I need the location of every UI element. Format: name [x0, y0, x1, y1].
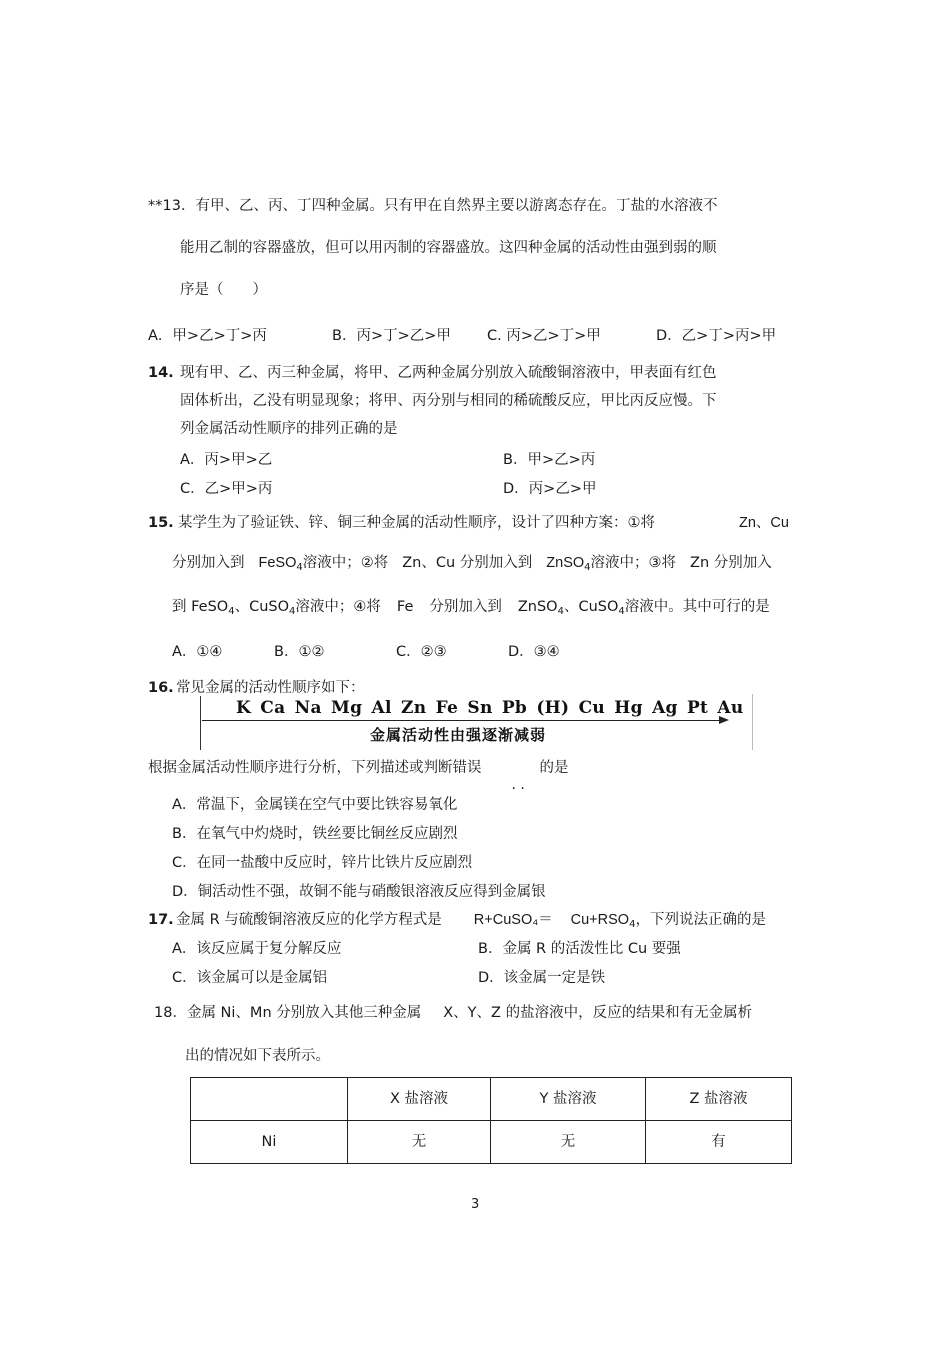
q15-text: Zn 分别加入: [690, 555, 772, 571]
q15-line-1: [178, 516, 655, 531]
q15-text: 溶液中；③将: [590, 555, 677, 571]
q16-stem-end: 的是: [539, 760, 569, 776]
q15-text: Fe: [396, 599, 414, 615]
q15-formula: FeSO: [258, 555, 297, 571]
q17-option-d: D．该金属一定是铁: [478, 970, 606, 986]
q18-line-1-a: 18．金属 Ni、Mn 分别放入其他三种金属: [154, 1005, 422, 1021]
q15-number: 15.: [148, 515, 174, 531]
q14-option-c: C．乙>甲>丙: [180, 481, 273, 497]
q15-subscript: 4: [228, 606, 235, 617]
q16-option-b: B．在氧气中灼烧时，铁丝要比铜丝反应剧烈: [172, 826, 458, 842]
result-table: [190, 1077, 792, 1164]
q14-line-1: 现有甲、乙、丙三种金属，将甲、乙两种金属分别放入硫酸铜溶液中，甲表面有红色: [180, 365, 717, 381]
q15-text: 溶液中；②将: [302, 555, 389, 571]
q13-option-d: D．乙>丁>丙>甲: [656, 328, 777, 344]
q17-stem: [176, 913, 766, 928]
table-cell: Ni: [191, 1121, 348, 1164]
q17-subscript: 4: [629, 919, 636, 930]
page-number: 3: [471, 1197, 480, 1212]
series-left-border: [200, 696, 201, 750]
q18-line-1-b: X、Y、Z 的盐溶液中，反应的结果和有无金属析: [443, 1005, 753, 1021]
q15-subscript: 4: [296, 562, 303, 573]
table-cell: 有: [646, 1121, 792, 1164]
q15-line-1-text: 某学生为了验证铁、锌、铜三种金属的活动性顺序，设计了四种方案：①将: [178, 515, 655, 531]
q16-option-a: A．常温下，金属镁在空气中要比铁容易氧化: [172, 797, 458, 813]
table-header-cell: Y 盐溶液: [491, 1078, 646, 1121]
q15-text: 溶液中；④将: [295, 599, 381, 615]
q15-subscript: 4: [618, 606, 625, 617]
arrow-right-icon: [719, 716, 729, 724]
activity-series-figure: [200, 694, 753, 750]
q15-subscript: 4: [584, 562, 591, 573]
q15-formula: ZnSO: [546, 555, 585, 571]
q13-option-b: B．丙>丁>乙>甲: [332, 328, 451, 344]
q15-text: 分别加入到: [172, 555, 245, 571]
q15-text: 分别加入到: [429, 599, 502, 615]
q15-text: 、CuSO: [563, 599, 619, 615]
q15-option-b: B．①②: [274, 644, 325, 660]
q15-option-d: D．③④: [508, 644, 560, 660]
q17-option-a: A．该反应属于复分解反应: [172, 941, 342, 957]
series-right-border: [752, 694, 753, 750]
table-cell: 无: [348, 1121, 491, 1164]
q13-option-c: C. 丙>乙>丁>甲: [487, 328, 601, 344]
q14-option-a: A．丙>甲>乙: [180, 452, 273, 468]
q14-line-2: 固体析出，乙没有明显现象；将甲、丙分别与相同的稀硫酸反应，甲比丙反应慢。下: [180, 393, 717, 409]
q15-text: Zn、Cu 分别加入到: [402, 555, 533, 571]
q15-text: ZnSO: [517, 599, 558, 615]
q15-text: 、CuSO: [234, 599, 290, 615]
table-header-row: [191, 1078, 792, 1121]
q15-subscript: 4: [557, 606, 564, 617]
q16-stem: [148, 761, 569, 776]
q17-number: 17.: [148, 912, 174, 928]
q13-line-3: 序是（ ）: [180, 282, 267, 298]
q15-option-a: A．①④: [172, 644, 223, 660]
q17-option-c: C．该金属可以是金属铝: [172, 970, 328, 986]
q16-option-d: D．铜活动性不强，故铜不能与硝酸银溶液反应得到金属银: [172, 884, 546, 900]
q18-line-1: [154, 1006, 752, 1021]
q15-line-3: [172, 600, 770, 615]
q17-equation-left: R+CuSO₄＝: [473, 912, 553, 928]
q15-text: 溶液中。其中可行的是: [624, 599, 770, 615]
q14-option-b: B．甲>乙>丙: [503, 452, 596, 468]
q16-intro: 常见金属的活动性顺序如下：: [176, 680, 365, 696]
q15-line-2: [172, 556, 772, 571]
q16-option-c: C．在同一盐酸中反应时，锌片比铁片反应剧烈: [172, 855, 473, 871]
q15-option-c: C．②③: [396, 644, 447, 660]
q14-line-3: 列金属活动性顺序的排列正确的是: [180, 421, 398, 437]
series-arrow-line: [202, 720, 722, 721]
q13-line-1: **13．有甲、乙、丙、丁四种金属。只有甲在自然界主要以游离态存在。丁盐的水溶液不: [148, 198, 718, 214]
q15-subscript: 4: [289, 606, 296, 617]
table-row: [191, 1121, 792, 1164]
q18-line-2: 出的情况如下表所示。: [185, 1048, 330, 1064]
series-caption: 金属活动性由强逐渐减弱: [370, 726, 547, 744]
table-cell: 无: [491, 1121, 646, 1164]
q17-stem-end: ，下列说法正确的是: [635, 912, 766, 928]
q15-text: 到 FeSO: [172, 599, 229, 615]
q17-option-b: B．金属 R 的活泼性比 Cu 要强: [478, 941, 681, 957]
q16-stem-text: 根据金属活动性顺序进行分析，下列描述或判断错误: [148, 760, 482, 776]
q13-line-2: 能用乙制的容器盛放，但可以用丙制的容器盛放。这四种金属的活动性由强到弱的顺: [180, 240, 717, 256]
q17-equation-right: Cu+RSO: [570, 912, 630, 928]
q14-option-d: D．丙>乙>甲: [503, 481, 597, 497]
q17-stem-text: 金属 R 与硫酸铜溶液反应的化学方程式是: [176, 912, 442, 928]
table-header-cell: Z 盐溶液: [646, 1078, 792, 1121]
q15-line-1-metals: Zn、Cu: [739, 515, 789, 531]
series-metals: K Ca Na Mg Al Zn Fe Sn Pb (H) Cu Hg Ag Pt Au: [236, 698, 744, 718]
table-header-cell: [191, 1078, 348, 1121]
table-header-cell: X 盐溶液: [348, 1078, 491, 1121]
q16-number: 16.: [148, 680, 174, 696]
q13-option-a: A．甲>乙>丁>丙: [148, 328, 267, 344]
q14-number: 14.: [148, 365, 174, 381]
